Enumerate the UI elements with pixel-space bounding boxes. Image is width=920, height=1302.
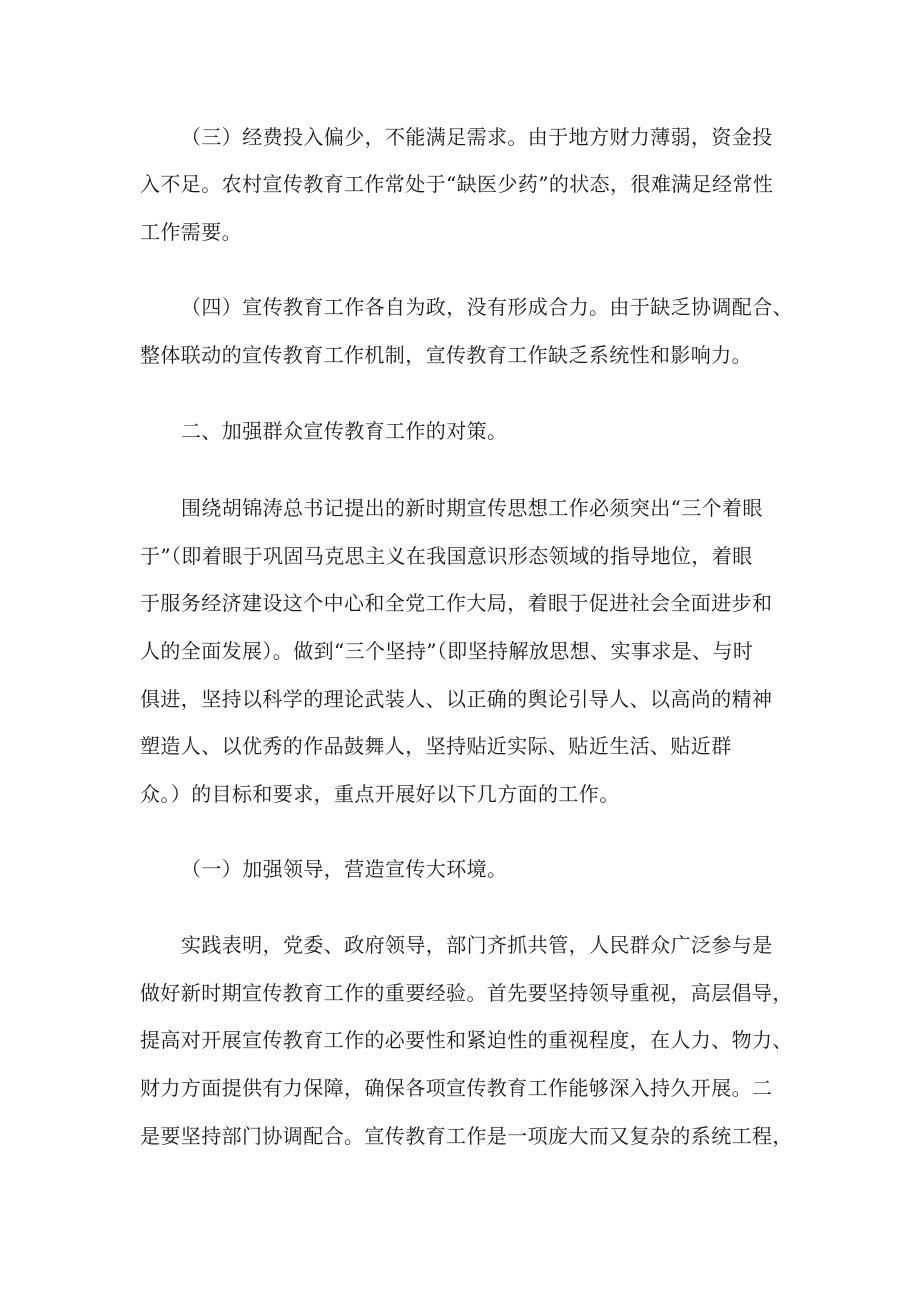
section-heading: 二、加强群众宣传教育工作的对策。 <box>181 419 508 443</box>
paragraph-5-line-4: 人的全面发展）。做到“三个坚持”（即坚持解放思想、实事求是、与时 <box>140 639 754 663</box>
paragraph-6-line-1: 实践表明，党委、政府领导，部门齐抓共管，人民群众广泛参与是 <box>181 933 773 957</box>
paragraph-5-line-7: 众。）的目标和要求，重点开展好以下几方面的工作。 <box>140 782 620 806</box>
paragraph-5-line-1: 围绕胡锦涛总书记提出的新时期宣传思想工作必须突出“三个着眼 <box>181 496 763 520</box>
paragraph-5-line-3: 于服务经济建设这个中心和全党工作大局，着眼于促进社会全面进步和 <box>140 591 773 615</box>
paragraph-6-line-4: 财力方面提供有力保障，确保各项宣传教育工作能够深入持久开展。二 <box>140 1076 773 1100</box>
paragraph-5-line-6: 塑造人、以优秀的作品鼓舞人，坚持贴近实际、贴近生活、贴近群 <box>140 734 732 758</box>
paragraph-5-line-5: 俱进，坚持以科学的理论武装人、以正确的舆论引导人、以高尚的精神 <box>140 687 773 711</box>
paragraph-4-line-1: （四）宣传教育工作各自为政，没有形成合力。由于缺乏协调配合、 <box>181 295 793 319</box>
paragraph-3-line-2: 入不足。农村宣传教育工作常处于“缺医少药”的状态，很难满足经常性 <box>140 172 774 196</box>
paragraph-4-line-2: 整体联动的宣传教育工作机制，宣传教育工作缺乏系统性和影响力。 <box>140 343 752 367</box>
paragraph-3-line-1: （三）经费投入偏少，不能满足需求。由于地方财力薄弱，资金投 <box>181 125 773 149</box>
paragraph-6-line-3: 提高对开展宣传教育工作的必要性和紧迫性的重视程度，在人力、物力、 <box>140 1028 793 1052</box>
paragraph-5-line-2: 于”（即着眼于巩固马克思主义在我国意识形态领域的指导地位，着眼 <box>140 544 753 568</box>
paragraph-6-line-5: 是要坚持部门协调配合。宣传教育工作是一项庞大而又复杂的系统工程， <box>140 1124 793 1148</box>
paragraph-6-line-2: 做好新时期宣传教育工作的重要经验。首先要坚持领导重视，高层倡导， <box>140 981 793 1005</box>
paragraph-3-line-3: 工作需要。 <box>140 220 242 244</box>
subsection-heading: （一）加强领导，营造宣传大环境。 <box>181 857 508 881</box>
